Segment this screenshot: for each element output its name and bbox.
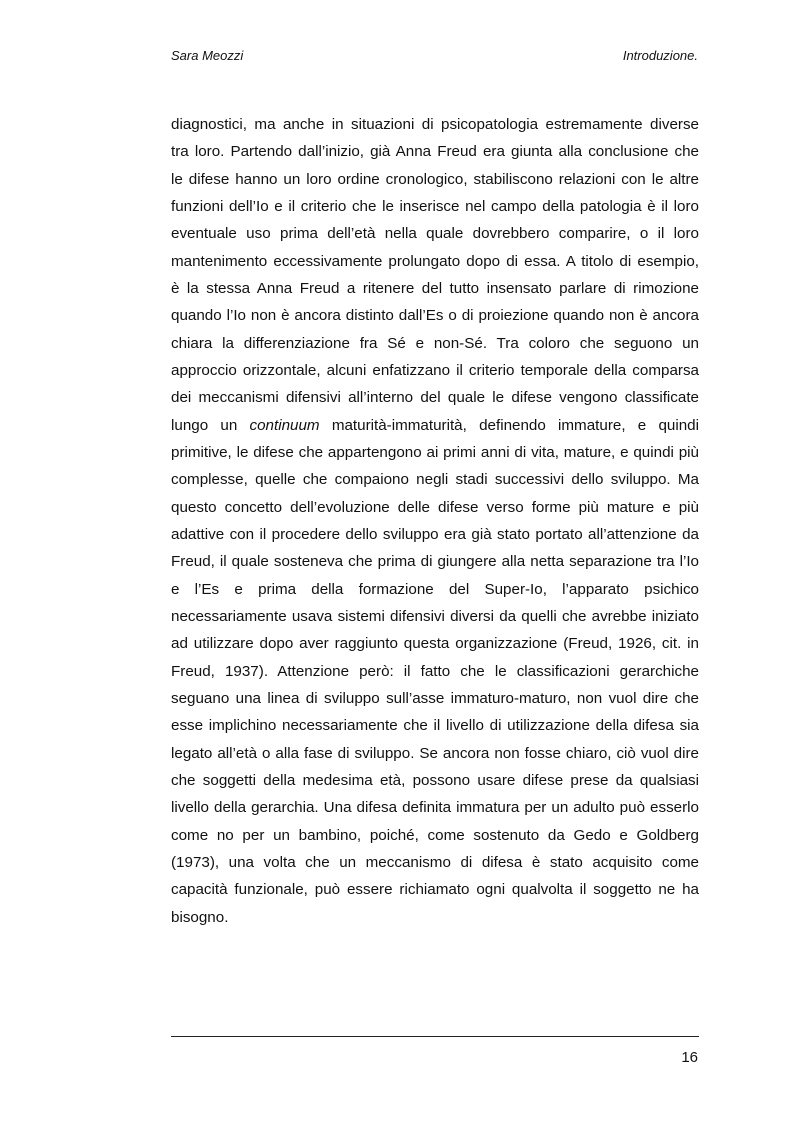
italic-term: continuum	[249, 416, 320, 434]
header-author: Sara Meozzi	[171, 48, 244, 63]
page-header	[171, 48, 698, 68]
page-number: 16	[681, 1049, 698, 1066]
header-section-title: Introduzione.	[622, 48, 698, 63]
body-paragraph	[171, 111, 699, 931]
footer-rule	[171, 1036, 699, 1037]
paragraph-text-start: diagnostici, ma anche in situazioni di psicopatologia estremamente diverse tra loro. Partendo dall’inizio, già Anna Freud era giunta alla conclusione che le difese hanno un loro ordine cronologico, stabiliscono relazioni con le altre funzioni dell’Io e il criterio che le inserisce nel campo della patologia è il loro eventuale uso prima dell’età nella quale dovrebbero comparire, o il loro mantenimento eccessivamente prolungato dopo di essa. A titolo di esempio, è la stessa Anna Freud a ritenere del tutto insensato parlare di rimozione quando l’Io non è ancora distinto dall’Es o di proiezione quando non è ancora chiara la differenziazione fra Sé e non-Sé. Tra coloro che seguono un approccio orizzontale, alcuni enfatizzano il criterio temporale della comparsa dei meccanismi difensivi all’interno del quale le difese vengono classificate lungo un	[171, 116, 699, 434]
body-text	[171, 111, 699, 931]
paragraph-text-end: maturità-immaturità, definendo immature, e quindi primitive, le difese che appartengono ai primi anni di vita, mature, e quindi più complesse, quelle che compaiono negli stadi successivi dello sviluppo. Ma questo concetto dell’evoluzione delle difese verso forme più mature e più adattive con il procedere dello sviluppo era già stato portato all’attenzione da Freud, il quale sosteneva che prima di giungere alla netta separazione tra l’Io e l’Es e prima della formazione del Super-Io, l’apparato psichico necessariamente usava sistemi difensivi diversi da quelli che avrebbe iniziato ad utilizzare dopo aver raggiunto questa organizzazione (Freud, 1926, cit. in Freud, 1937). Attenzione però: il fatto che le classificazioni gerarchiche seguano una linea di sviluppo sull’asse immaturo-maturo, non vuol dire che esse implichino necessariamente che il livello di utilizzazione della difesa sia legato all’età o alla fase di sviluppo. Se ancora non fosse chiaro, ciò vuol dire che soggetti della medesima età, possono usare difese prese da qualsiasi livello della gerarchia. Una difesa definita immatura per un adulto può esserlo come no per un bambino, poiché, come sostenuto da Gedo e Goldberg (1973), una volta che un meccanismo di difesa è stato acquisito come capacità funzionale, può essere richiamato ogni qualvolta il soggetto ne ha bisogno.	[171, 416, 699, 926]
